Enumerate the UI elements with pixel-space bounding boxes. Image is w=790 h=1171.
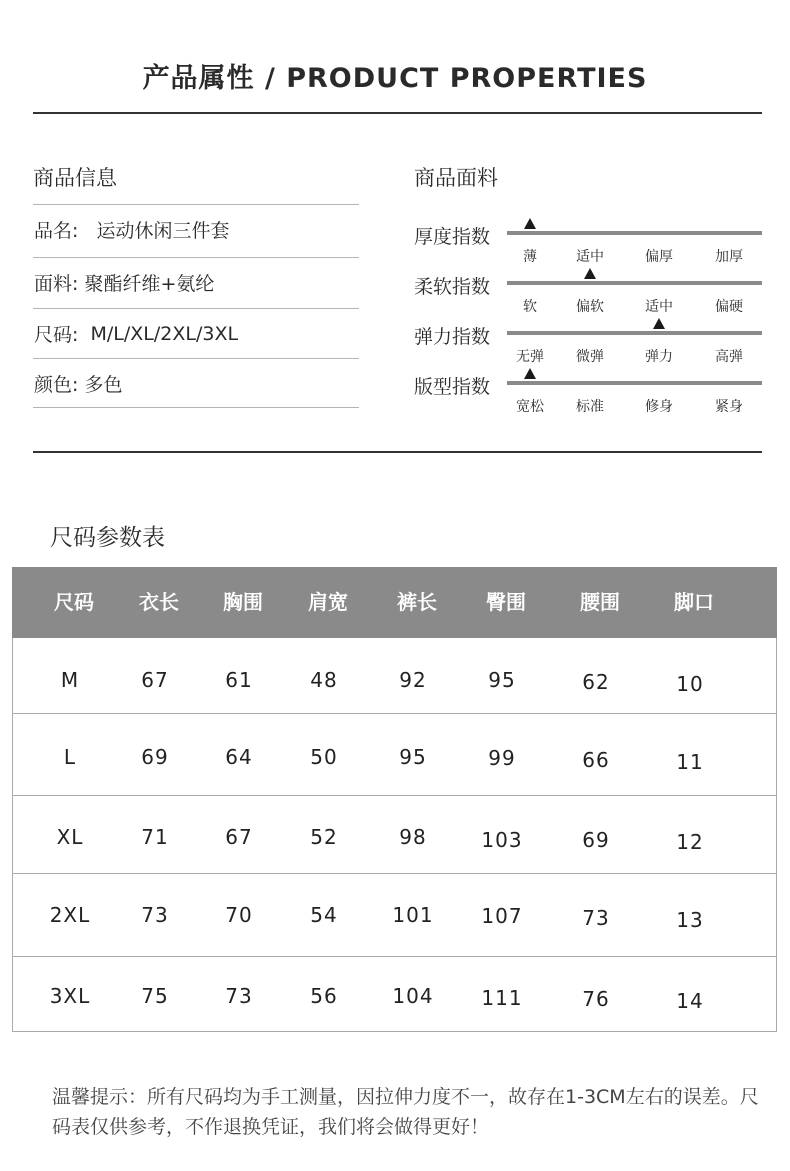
fabric-index-row [414, 272, 764, 322]
table-cell: 13 [676, 908, 704, 932]
fabric-index-option: 偏硬 [715, 299, 743, 315]
fabric-index-option: 修身 [645, 399, 673, 415]
size-label-cell: XL [56, 825, 84, 849]
size-table-header-cell: 腰围 [580, 590, 620, 614]
table-cell: 73 [225, 984, 253, 1008]
table-cell: 14 [676, 989, 704, 1013]
fabric-index-option: 薄 [523, 249, 537, 265]
info-label: 面料: [34, 273, 85, 295]
table-cell: 52 [310, 825, 338, 849]
table-row-divider [13, 873, 776, 874]
table-cell: 73 [141, 903, 169, 927]
table-cell: 56 [310, 984, 338, 1008]
fabric-index-option: 紧身 [715, 399, 743, 415]
fabric-index-option: 偏厚 [645, 249, 673, 265]
fabric-index-option: 无弹 [516, 349, 544, 365]
table-cell: 48 [310, 668, 338, 692]
table-cell: 54 [310, 903, 338, 927]
table-cell: 95 [488, 668, 516, 692]
fabric-index-option: 宽松 [516, 399, 544, 415]
fabric-index-label: 版型指数 [414, 376, 491, 398]
fabric-index-option: 微弹 [576, 349, 604, 365]
table-row-divider [13, 795, 776, 796]
size-label-cell: 3XL [49, 984, 91, 1008]
fabric-index-marker-icon [653, 318, 665, 329]
fabric-index-bar [507, 231, 762, 235]
fabric-index-option: 高弹 [715, 349, 743, 365]
table-cell: 67 [141, 668, 169, 692]
size-table-header [12, 567, 777, 638]
info-divider [33, 407, 359, 408]
fabric-index-option: 软 [523, 299, 537, 315]
fabric-index-option: 加厚 [715, 249, 743, 265]
size-table-header-cell: 尺码 [54, 590, 94, 614]
fabric-index-label: 弹力指数 [414, 326, 491, 348]
fabric-index-marker-icon [524, 218, 536, 229]
section-divider [33, 451, 762, 453]
fabric-index-option: 偏软 [576, 299, 604, 315]
table-cell: 69 [582, 828, 610, 852]
table-cell: 92 [399, 668, 427, 692]
product-info-row [33, 308, 359, 358]
table-cell: 101 [392, 903, 434, 927]
table-cell: 107 [481, 904, 523, 928]
size-table-header-cell: 衣长 [139, 590, 179, 614]
size-table-header-cell: 脚口 [674, 590, 714, 614]
info-value: 运动休闲三件套 [90, 220, 230, 242]
table-cell: 61 [225, 668, 253, 692]
table-cell: 62 [582, 670, 610, 694]
info-label: 尺码: [34, 324, 85, 346]
table-cell: 75 [141, 984, 169, 1008]
size-label-cell: L [63, 745, 77, 769]
table-cell: 71 [141, 825, 169, 849]
fabric-index-bar [507, 381, 762, 385]
size-label-cell: 2XL [49, 903, 91, 927]
table-cell: 99 [488, 746, 516, 770]
fabric-index-row [414, 322, 764, 372]
fabric-index-option: 适中 [576, 249, 604, 265]
table-cell: 95 [399, 745, 427, 769]
table-cell: 70 [225, 903, 253, 927]
table-cell: 50 [310, 745, 338, 769]
size-table-header-cell: 裤长 [397, 590, 437, 614]
table-cell: 103 [481, 828, 523, 852]
info-value: 多色 [84, 374, 123, 396]
fabric-index-bar [507, 281, 762, 285]
table-cell: 67 [225, 825, 253, 849]
product-info-row [33, 358, 359, 408]
fabric-index-marker-icon [584, 268, 596, 279]
size-table-heading: 尺码参数表 [50, 525, 165, 551]
table-cell: 66 [582, 748, 610, 772]
fabric-index-label: 柔软指数 [414, 276, 491, 298]
fabric-index-bar [507, 331, 762, 335]
product-info-row [33, 257, 359, 307]
size-table-header-cell: 臀围 [486, 590, 526, 614]
table-cell: 104 [392, 984, 434, 1008]
table-row-divider [13, 956, 776, 957]
fabric-heading: 商品面料 [414, 166, 498, 190]
table-cell: 64 [225, 745, 253, 769]
product-info-row [33, 204, 359, 254]
table-cell: 10 [676, 672, 704, 696]
table-cell: 12 [676, 830, 704, 854]
size-label-cell: M [60, 668, 80, 692]
info-value: 聚酯纤维+氨纶 [84, 273, 215, 295]
info-label: 品名: [34, 220, 91, 242]
size-table-body [12, 638, 777, 1032]
table-cell: 73 [582, 906, 610, 930]
fabric-index-row [414, 372, 764, 422]
table-cell: 111 [481, 986, 523, 1010]
fabric-index-option: 适中 [645, 299, 673, 315]
fabric-index-option: 标准 [576, 399, 604, 415]
page-title: 产品属性 / PRODUCT PROPERTIES [142, 63, 648, 94]
table-cell: 98 [399, 825, 427, 849]
table-row-divider [13, 713, 776, 714]
fabric-index-marker-icon [524, 368, 536, 379]
info-value: M/L/XL/2XL/3XL [84, 322, 239, 345]
fabric-index-label: 厚度指数 [414, 226, 491, 248]
info-label: 颜色: [34, 374, 85, 396]
product-info-heading: 商品信息 [33, 166, 117, 190]
fabric-index-option: 弹力 [645, 349, 673, 365]
size-note: 温馨提示：所有尺码均为手工测量，因拉伸力度不一，故存在1-3CM左右的误差。尺码表仅供参考，不作退换凭证，我们将会做得更好！ [52, 1086, 759, 1138]
size-table-header-cell: 肩宽 [308, 590, 348, 614]
table-cell: 69 [141, 745, 169, 769]
size-table-header-cell: 胸围 [223, 590, 263, 614]
fabric-index-row [414, 222, 764, 272]
table-cell: 76 [582, 987, 610, 1011]
title-divider [33, 112, 762, 114]
table-cell: 11 [676, 750, 704, 774]
